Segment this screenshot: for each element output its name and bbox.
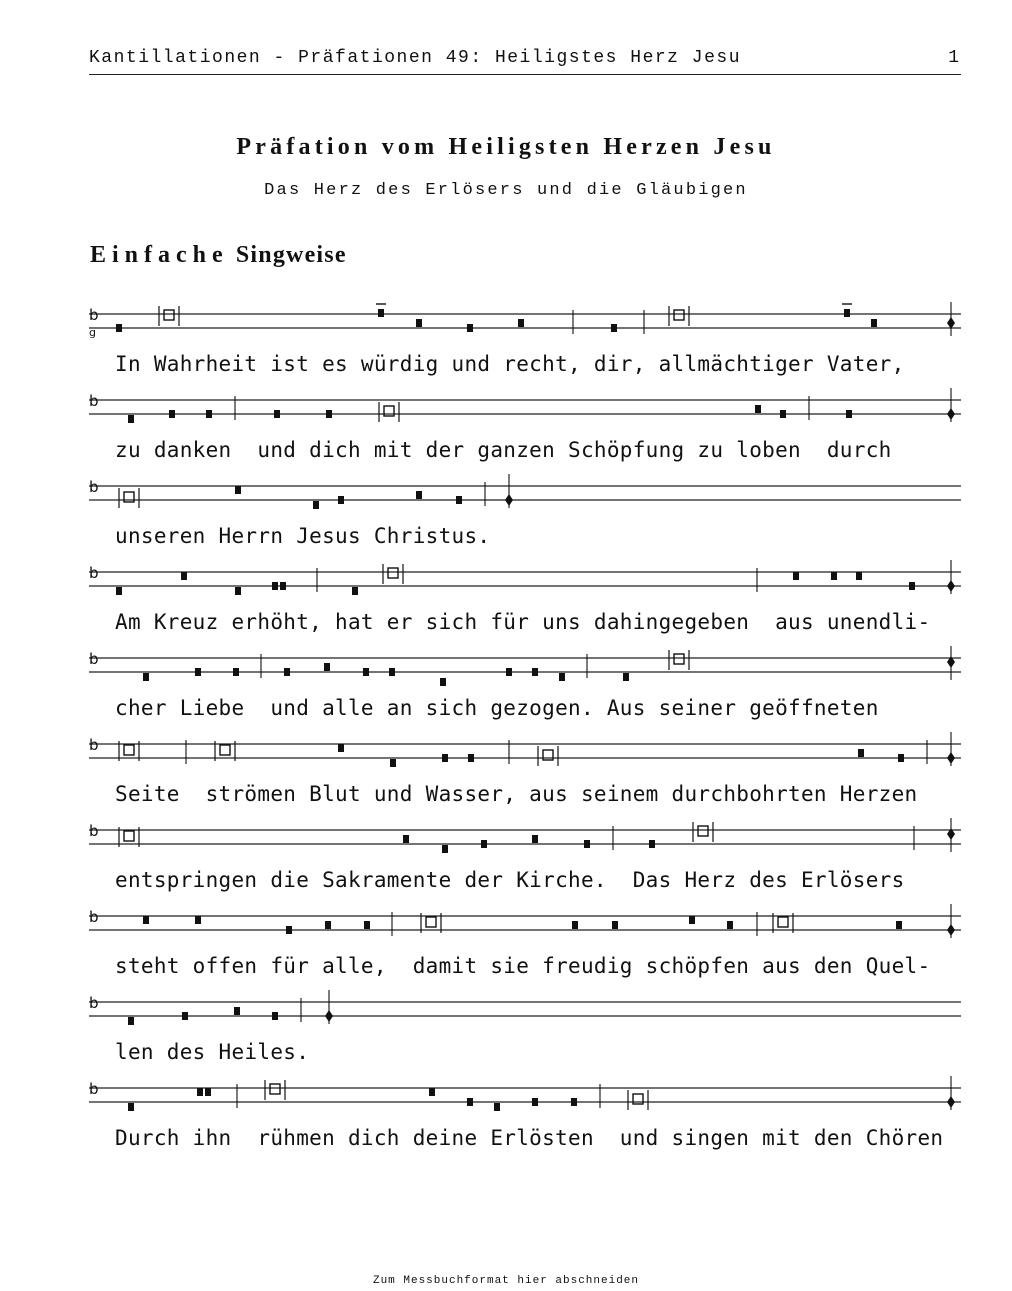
chant-note xyxy=(780,410,786,418)
staff-graphic xyxy=(89,1074,961,1124)
recitation-note xyxy=(426,917,436,927)
chant-note xyxy=(116,587,122,595)
page-number: 1 xyxy=(948,48,959,68)
cut-line-note: Zum Messbuchformat hier abschneiden xyxy=(372,1275,640,1287)
chant-staff xyxy=(89,558,961,608)
chant-note xyxy=(506,668,512,676)
chant-note xyxy=(182,1012,188,1020)
staff-graphic xyxy=(89,816,961,866)
chant-staff xyxy=(89,644,961,694)
chant-note xyxy=(169,410,175,418)
clef-mark: b xyxy=(89,994,99,1012)
chant-staff xyxy=(89,300,961,350)
chant-note xyxy=(390,759,396,767)
chant-note xyxy=(338,744,344,752)
end-diamond xyxy=(505,494,513,506)
chant-note xyxy=(116,324,122,332)
clef-mark: b xyxy=(89,478,99,496)
lyric-line: len des Heiles. xyxy=(115,1040,310,1064)
chant-note xyxy=(143,673,149,681)
chant-staff xyxy=(89,386,961,436)
lyric-line: unseren Herrn Jesus Christus. xyxy=(115,524,491,548)
clef-mark: b xyxy=(89,822,99,840)
chant-note xyxy=(442,754,448,762)
chant-note xyxy=(689,916,695,924)
chant-note xyxy=(195,668,201,676)
chant-note xyxy=(338,496,344,504)
recitation-note xyxy=(270,1084,280,1094)
lyric-line: Am Kreuz erhöht, hat er sich für uns dahingegeben aus unendli- xyxy=(115,610,931,634)
chant-note xyxy=(518,319,524,327)
chant-note xyxy=(286,926,292,934)
clef-mark: b xyxy=(89,650,99,668)
chant-note xyxy=(363,668,369,676)
chant-staff xyxy=(89,816,961,866)
section-heading-first-word: Einfache xyxy=(90,242,229,268)
chant-staff xyxy=(89,988,961,1038)
chant-note xyxy=(612,921,618,929)
chant-note xyxy=(858,749,864,757)
recitation-note xyxy=(388,568,398,578)
chant-note xyxy=(205,1088,211,1096)
chant-note xyxy=(755,405,761,413)
staff-graphic xyxy=(89,902,961,952)
chant-note xyxy=(844,309,850,317)
staff-graphic xyxy=(89,386,961,436)
chant-note xyxy=(403,835,409,843)
chant-note xyxy=(143,916,149,924)
chant-note xyxy=(532,668,538,676)
staff-graphic xyxy=(89,644,961,694)
chant-note xyxy=(352,587,358,595)
chant-note xyxy=(389,668,395,676)
lyric-line: zu danken und dich mit der ganzen Schöpfung zu loben durch xyxy=(115,438,892,462)
chant-note xyxy=(272,582,278,590)
lyric-line: steht offen für alle, damit sie freudig schöpfen aus den Quel- xyxy=(115,954,931,978)
clef-mark: b xyxy=(89,736,99,754)
chant-note xyxy=(571,1098,577,1106)
chant-note xyxy=(532,1098,538,1106)
chant-note xyxy=(284,668,290,676)
chant-note xyxy=(442,845,448,853)
recitation-note xyxy=(674,310,684,320)
end-diamond xyxy=(947,408,955,420)
chant-note xyxy=(313,501,319,509)
end-diamond xyxy=(947,924,955,936)
recitation-note xyxy=(124,745,134,755)
chant-note xyxy=(429,1088,435,1096)
chant-note xyxy=(280,582,286,590)
chant-staff xyxy=(89,730,961,780)
chant-note xyxy=(871,319,877,327)
chant-note xyxy=(235,587,241,595)
chant-note xyxy=(856,572,862,580)
running-header xyxy=(89,46,961,75)
recitation-note xyxy=(778,917,788,927)
staff-graphic xyxy=(89,300,961,350)
chant-note xyxy=(233,668,239,676)
chant-note xyxy=(128,1103,134,1111)
chant-note xyxy=(234,1007,240,1015)
chant-note xyxy=(494,1103,500,1111)
chant-note xyxy=(324,663,330,671)
chant-note xyxy=(325,921,331,929)
chant-note xyxy=(649,840,655,848)
chant-note xyxy=(467,324,473,332)
end-diamond xyxy=(947,317,955,329)
chant-note xyxy=(831,572,837,580)
recitation-note xyxy=(164,310,174,320)
chant-note xyxy=(559,673,565,681)
recitation-note xyxy=(220,745,230,755)
chant-note xyxy=(440,678,446,686)
clef-mark: b xyxy=(89,1080,99,1098)
chant-note xyxy=(793,572,799,580)
chant-note xyxy=(416,319,422,327)
chant-note xyxy=(532,835,538,843)
section-heading xyxy=(90,242,347,269)
section-heading-second-word: Singweise xyxy=(235,242,347,268)
chant-note xyxy=(195,916,201,924)
chant-note xyxy=(727,921,733,929)
staff-graphic xyxy=(89,472,961,522)
chant-note xyxy=(584,840,590,848)
chant-note xyxy=(272,1012,278,1020)
lyric-line: In Wahrheit ist es würdig und recht, dir, allmächtiger Vater, xyxy=(115,352,905,376)
end-diamond xyxy=(947,752,955,764)
chant-note xyxy=(326,410,332,418)
chant-note xyxy=(364,921,370,929)
recitation-note xyxy=(698,826,708,836)
chant-note xyxy=(128,415,134,423)
page-subtitle: Das Herz des Erlösers und die Gläubigen xyxy=(264,181,748,200)
chant-note xyxy=(896,921,902,929)
chant-note xyxy=(898,754,904,762)
staff-graphic xyxy=(89,988,961,1038)
chant-note xyxy=(378,309,384,317)
staff-graphic xyxy=(89,730,961,780)
page-title: Präfation vom Heiligsten Herzen Jesu xyxy=(236,134,776,160)
chant-note xyxy=(456,496,462,504)
lyric-line: Durch ihn rühmen dich deine Erlösten und singen mit den Chören xyxy=(115,1126,944,1150)
recitation-note xyxy=(674,654,684,664)
recitation-note xyxy=(124,831,134,841)
end-diamond xyxy=(947,580,955,592)
chant-staff xyxy=(89,902,961,952)
clef-mark: b xyxy=(89,564,99,582)
lyric-line: Seite strömen Blut und Wasser, aus seinem durchbohrten Herzen xyxy=(115,782,918,806)
chant-note xyxy=(909,582,915,590)
lyric-line: cher Liebe und alle an sich gezogen. Aus seiner geöffneten xyxy=(115,696,879,720)
lyric-line: entspringen die Sakramente der Kirche. Das Herz des Erlösers xyxy=(115,868,905,892)
clef-mark: b xyxy=(89,392,99,410)
chant-note xyxy=(623,673,629,681)
chant-note xyxy=(206,410,212,418)
chant-note xyxy=(846,410,852,418)
chant-note xyxy=(197,1088,203,1096)
chant-staff xyxy=(89,472,961,522)
end-diamond xyxy=(947,1096,955,1108)
chant-note xyxy=(572,921,578,929)
end-diamond xyxy=(325,1010,333,1022)
chant-staff xyxy=(89,1074,961,1124)
chant-note xyxy=(274,410,280,418)
chant-note xyxy=(611,324,617,332)
chant-note xyxy=(181,572,187,580)
chant-note xyxy=(481,840,487,848)
chant-note xyxy=(467,1098,473,1106)
staff-graphic xyxy=(89,558,961,608)
chant-note xyxy=(128,1017,134,1025)
chant-note xyxy=(235,486,241,494)
running-title: Kantillationen - Präfationen 49: Heiligstes Herz Jesu xyxy=(89,48,741,68)
clef-mark: b xyxy=(89,908,99,926)
clef-sub-mark: g xyxy=(89,326,96,339)
chant-note xyxy=(468,754,474,762)
chant-note xyxy=(416,491,422,499)
clef-mark: b xyxy=(89,306,99,324)
